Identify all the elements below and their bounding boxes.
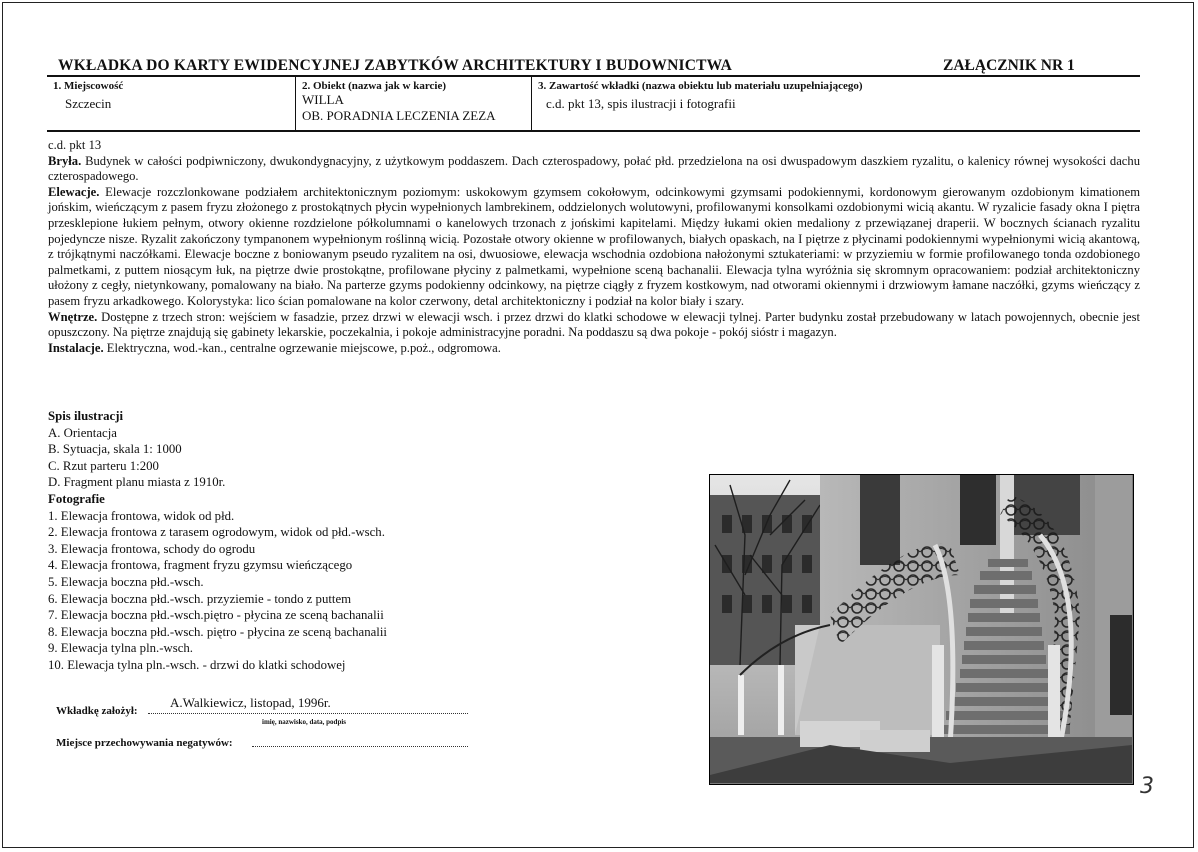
paragraph-instalacje [48, 341, 1140, 357]
wnetrze-text: Dostępne z trzech stron: wejściem w fasadzie, przez drzwi w elewacji wsch. i przez drzwi do klatki schodowe w elewacji tylnej. Parter budynku został przebudowany w latach powojennych, obecnie jest opuszczony. Na piętrze znajdują się gabinety lekarskie, poczekalnia, i pokoje administracyjne poradni. Na poddaszu są dwa pokoje - pokój sióstr i magazyn. [48, 309, 1140, 340]
illustrations-heading: Spis ilustracji [48, 409, 124, 423]
signature-caption: imię, nazwisko, data, podpis [262, 718, 347, 726]
content-label: 3. Zawartość wkładki (nazwa obiektu lub materiału uzupełniającego) [538, 80, 863, 92]
negatives-dotted-line [252, 746, 468, 747]
list-item: 4. Elewacja frontowa, fragment fryzu gzymsu wieńczącego [48, 558, 353, 573]
document-title: WKŁADKA DO KARTY EWIDENCYJNEJ ZABYTKÓW ARCHITEKTURY I BUDOWNICTWA [58, 57, 733, 74]
list-item: 3. Elewacja frontowa, schody do ogrodu [48, 541, 256, 556]
locality-label: 1. Miejscowość [53, 80, 124, 92]
bryla-text: Budynek w całości podpiwniczony, dwukondygnacyjny, z użytkowym poddaszem. Dach czterospadowy, połać płd. przedzielona na osi dwuspadowym daszkiem ryzalitu, o kalenicy równej wysokości dachu czterospadowego. [48, 153, 1140, 184]
description-text [48, 138, 1140, 356]
list-item: 8. Elewacja boczna płd.-wsch. piętro - płycina ze sceną bachanalii [48, 624, 387, 639]
page-number: 3 [1140, 774, 1154, 799]
list-item: 6. Elewacja boczna płd.-wsch. przyziemie - tondo z puttem [48, 591, 352, 606]
wnetrze-heading: Wnętrze. [48, 309, 98, 324]
elewacje-text: Elewacje rozczlonkowane podziałem architektonicznym poziomym: uskokowym gzymsem cokołowym, odcinkowymi gzymsami podokiennymi, kordonowym gierowanym ozdobionym kimationem jońskim, wieńczącym z pasem fryzu złożonego z prostokątnych płycin wypełnionych lambrekinem, oddzielonych wolutowyni, profilowanymi konsolkami ozdobionymi wicią akantu. W ryzalicie fasady okna I piętra przesklepione łukiem pełnym, otwory okienne rozdzielone półkolumnami o kanelowych trzonach z jońskimi kapitelami. Między łukami okien medaliony z przewiązanej draperii. W bocznych ścianach ryzalitu pojedyncze nisze. Ryzalit zakończony tympanonem wypełnionym roślinną wicią. Pozostałe otwory okienne w profilowanych, białych opaskach, na I piętrze z płycinami podokiennymi wypełnionymi wicią akantową, z trójkątnymi naczółkami. Elewacje boczne z boniowanym pseudo ryzalitem na osi, dwuosiowe, elewacja wschodnia ozdobiona nałożonymi sztukateriami: w przyziemiu w formie profilowanego tonda ozdobionego palmetkami, z puttem niosącym łuk, na piętrze dwie prostokątne, profilowane płyciny z palmetkami, wypełnione sceną bachanalii. Elewacja tylna wyróżnia się skromnym opracowaniem: podział architektoniczny ułożony z cegły, nietynkowany, pomalowany na biało. Na parterze gzyms podokienny odcinkowy, na piętrze ciągły z fryzem kostkowym, nad otworami okiennymi i drzwiowym łamane naczółki, gzyms wieńczący z pasem fryzu arkadkowego. Kolorystyka: lico ścian pomalowane na kolor czerwony, detal architektoniczny i podział na kolor biały i szary. [48, 184, 1140, 308]
signature-value: A.Walkiewicz, listopad, 1996r. [170, 695, 331, 710]
list-item: A. Orientacja [48, 425, 117, 440]
object-value-line1: WILLA [302, 92, 344, 107]
negatives-label: Miejsce przechowywania negatywów: [56, 737, 233, 749]
object-label: 2. Obiekt (nazwa jak w karcie) [302, 80, 447, 92]
list-item: 9. Elewacja tylna pln.-wsch. [48, 641, 193, 656]
signature-label: Wkładkę założył: [56, 705, 138, 717]
intro-line: c.d. pkt 13 [48, 138, 102, 152]
list-item: B. Sytuacja, skala 1: 1000 [48, 442, 182, 457]
field-object [295, 77, 531, 130]
staircase-photo [709, 474, 1134, 785]
paragraph-elewacje [48, 185, 1140, 310]
list-item: 10. Elewacja tylna pln.-wsch. - drzwi do klatki schodowej [48, 657, 346, 672]
paragraph-bryla [48, 154, 1140, 185]
photos-heading: Fotografie [48, 491, 105, 506]
list-item: 1. Elewacja frontowa, widok od płd. [48, 508, 235, 523]
list-item: 7. Elewacja boczna płd.-wsch.piętro - płycina ze sceną bachanalii [48, 608, 384, 623]
staircase-photo-image [710, 475, 1132, 783]
signature-dotted-line [148, 713, 468, 714]
list-item: 5. Elewacja boczna płd.-wsch. [48, 574, 204, 589]
list-item: 2. Elewacja frontowa z tarasem ogrodowym, widok od płd.-wsch. [48, 525, 385, 540]
content-value: c.d. pkt 13, spis ilustracji i fotografii [546, 96, 736, 111]
header-fields [47, 75, 1140, 132]
elewacje-heading: Elewacje. [48, 184, 100, 199]
instalacje-text: Elektryczna, wod.-kan., centralne ogrzewanie miejscowe, p.poż., odgromowa. [103, 340, 501, 355]
list-item: D. Fragment planu miasta z 1910r. [48, 475, 226, 490]
instalacje-heading: Instalacje. [48, 340, 104, 355]
locality-value: Szczecin [65, 96, 112, 111]
list-item: C. Rzut parteru 1:200 [48, 458, 159, 473]
field-locality [47, 77, 295, 130]
field-content [531, 77, 1140, 130]
object-value-line2: OB. PORADNIA LECZENIA ZEZA [302, 108, 496, 123]
illustration-list [48, 408, 568, 674]
paragraph-wnetrze [48, 310, 1140, 341]
bryla-heading: Bryła. [48, 153, 82, 168]
annex-label: ZAŁĄCZNIK NR 1 [943, 57, 1075, 74]
